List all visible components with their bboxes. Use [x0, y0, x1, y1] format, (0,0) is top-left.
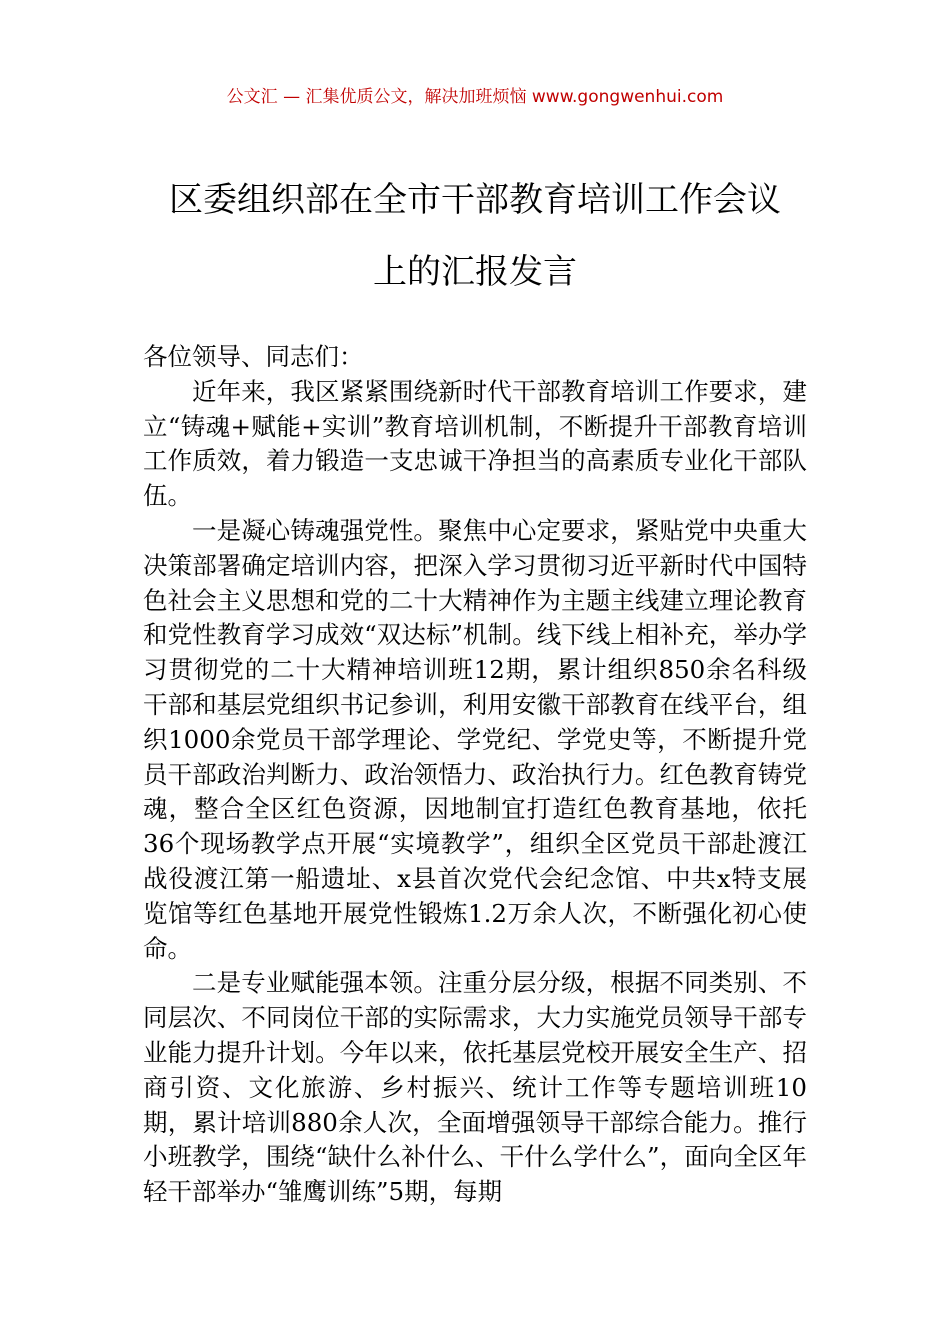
- document-title-line-2: 上的汇报发言: [373, 252, 577, 292]
- document-title-line-1: 区委组织部在全市干部教育培训工作会议: [169, 180, 781, 220]
- document-body: [143, 340, 807, 1210]
- salutation: 各位领导、同志们：: [143, 342, 364, 371]
- site-header-banner: 公文汇 — 汇集优质公文，解决加班烦恼 www.gongwenhui.com: [226, 87, 724, 107]
- paragraph-point-two: 二是专业赋能强本领。注重分层分级，根据不同类别、不同层次、不同岗位干部的实际需求，大力实施党员领导干部专业能力提升计划。今年以来，依托基层党校开展安全生产、招商引资、文化旅游、乡村振兴、统计工作等专题培训班10期，累计培训880余人次，全面增强领导干部综合能力。推行小班教学，围绕“缺什么补什么、干什么学什么”，面向全区年轻干部举办“雏鹰训练”5期，每期: [143, 968, 807, 1207]
- paragraph-point-one: 一是凝心铸魂强党性。聚焦中心定要求，紧贴党中央重大决策部署确定培训内容，把深入学习贯彻习近平新时代中国特色社会主义思想和党的二十大精神作为主题主线建立理论教育和党性教育学习成效“双达标”机制。线下线上相补充，举办学习贯彻党的二十大精神培训班12期，累计组织850余名科级干部和基层党组织书记参训，利用安徽干部教育在线平台，组织1000余党员干部学理论、学党纪、学党史等，不断提升党员干部政治判断力、政治领悟力、政治执行力。红色教育铸党魂，整合全区红色资源，因地制宜打造红色教育基地，依托36个现场教学点开展“实境教学”，组织全区党员干部赴渡江战役渡江第一船遗址、x县首次党代会纪念馆、中共x特支展览馆等红色基地开展党性锻炼1.2万余人次，不断强化初心使命。: [143, 515, 807, 963]
- paragraph-intro: 近年来，我区紧紧围绕新时代干部教育培训工作要求，建立“铸魂+赋能+实训”教育培训机制，不断提升干部教育培训工作质效，着力锻造一支忠诚干净担当的高素质专业化干部队伍。: [143, 376, 807, 511]
